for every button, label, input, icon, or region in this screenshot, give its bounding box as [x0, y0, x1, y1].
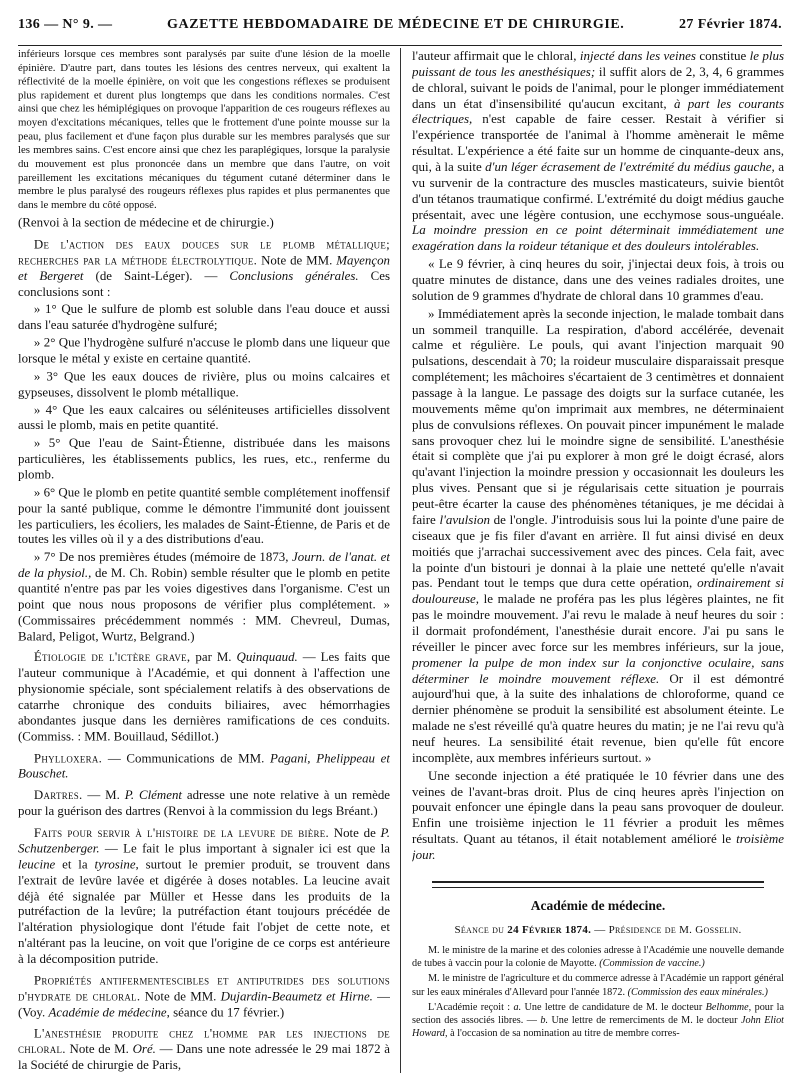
observation-paragraph: » Immédiatement après la seconde injection, le malade tombait dans un sommeil tranquille. La respiration, d'abord accélérée, devenait calme et régulière. Le pouls, qui avant l'injection marquait 90 pulsations, descendait à 70; la roideur musculaire disparaissait presque complétement; les mâchoires s'écartaient de 3 centimètres et donnaient passage à la langue. Le passage des doigts sur la surface cutanée, les mouvements même qu'on imprimait aux membres, ne déterminaient plus de convulsions réflexes. On pouvait pincer impunément le malade sans provoquer chez lui le moindre signe de sensibilité. L'anesthésie était si complète que j'ai pu explorer à mon gré le doigt écrasé, alors qu'avant l'injection la moindre pression y occasionnait les douleurs les plus vives. Pensant que si je régularisais cette situation je pourrais peut-être écarter la cause des phénomènes tétaniques, je me décidai à faire l'avulsion de l'ongle. J'introduisis sous lui la pointe d'une paire de ciseaux que je fis filer d'avant en arrière. Il fut ainsi divisé en deux moitiés que j'arrachai successivement avec des pinces. Cela fait, avec la pointe d'un bistouri je donnai à la plaie une netteté qu'elle n'avait pas. Pendant tout le temps que dura cette opération, ordinairement si douloureuse, le malade ne proféra pas les plus légères plaintes, ne fit pas le moindre mouvement. J'ai revu le malade à neuf heures du soir : il dormait profondément, l'anesthésie durait encore. J'ai pu sans le réveiller le pincer avec force sur les membres inférieurs, sur la joue, promener la pulpe de mon index sur la conjonctive oculaire, sans déterminer le moindre mouvement réflexe. Or il est démontré aujourd'hui que, à la suite des inhalations de chloroforme, quand ce dernier phénomène se produit la sensibilité est absolument éteinte. Le malade ne s'est réveillé qu'à quatre heures du matin; je ne l'ai revu qu'à neuf heures. La sensibilité était revenue, bien qu'elle fût encore incomplète, aux membres inférieurs surtout. » [412, 305, 784, 765]
conclusion-4: » 4° Que les eaux calcaires ou séléniteuses artificielles dissolvent aussi le plomb, mais en petite quantité. [18, 401, 390, 433]
phylloxera-paragraph: Phylloxera. — Communications de MM. Pagani, Phelippeau et Bouschet. [18, 750, 390, 781]
ictere-paragraph: Étiologie de l'ictère grave, par M. Quinquaud. — Les faits que l'auteur communique à l'Académie, et qui donnent à l'affection une physionomie spéciale, sont spécialement relatifs à des observations de catarrhe chronique des conduits biliaires, avec hémorrhagies abondantes jusque dans les dernières ramifications de ces conduits. (Commiss. : MM. Bouillaud, Sédillot.) [18, 649, 390, 744]
injection-paragraph: « Le 9 février, à cinq heures du soir, j'injectai deux fois, à trois ou quatre minutes de distance, dans une des veines radiales droites, une solution de 9 grammes d'hydrate de chloral dans 10 grammes d'eau. [412, 256, 784, 303]
page-header [18, 5, 782, 46]
conclusion-2: » 2° Que l'hydrogène sulfuré n'accuse le plomb dans une liqueur que lorsque le métal y existe en certaine quantité. [18, 334, 390, 366]
eaux-heading: De l'action des eaux douces sur le plomb métallique; recherches par la méthode électrolytique. Note de MM. Mayençon et Bergeret (de Saint-Léger). — Conclusions générales. Ces conclusions sont : [18, 236, 390, 299]
academie-heading: Académie de médecine. [530, 897, 666, 913]
left-column [18, 48, 390, 1073]
session-line: Séance du 24 Février 1874. — Présidence de M. Gosselin. [454, 923, 742, 936]
column-divider [400, 48, 401, 1073]
conclusion-6: » 6° Que le plomb en petite quantité semble complétement inoffensif pour la santé publique, comme le démontre l'immunité dont jouissent les particuliers, les écoliers, les malades de Saint-Étienne, de Paris et de toutes les villes où il y a des distributions d'eau. [18, 484, 390, 547]
intro-paragraph: inférieurs lorsque ces membres sont paralysés par suite d'une lésion de la moelle épinière. D'autre part, dans toutes les lésions des centres nerveux, qui exaltent la réflectivité de la moelle épinière, on voit que les congestions réflexes se produisent plus rapidement et durent plus longtemps que dans les conditions normales. C'est ainsi que chez les hémiplégiques on provoque l'apparition de ces rougeurs réflexes au moyen d'excitations mécaniques, telles que le frottement d'une pointe mousse sur la peau, plus facilement et d'une façon plus durable sur les membres paralysés que sur les membres sains. C'est encore ainsi que chez les paraplégiques, lorsque la paralysie du mouvement est plus prononcée dans un membre que dans l'autre, on voit pareillement les excitations mécaniques du tégument cutané déterminer dans le membre le plus paralysé des rougeurs réflexes plus rapides et plus permanentes que dans le membre du côté opposé. [18, 48, 390, 212]
issue-date: 27 Février 1874. [679, 17, 782, 32]
proprietes-paragraph: Propriétés antifermentescibles et antiputrides des solutions d'hydrate de chloral. Note de MM. Dujardin-Beaumetz et Hirne. — (Voy. Académie de médecine, séance du 17 février.) [18, 972, 390, 1019]
page-number-issue: 136 — N° 9. — [18, 17, 113, 32]
dartres-paragraph: Dartres. — M. P. Clément adresse une note relative à un remède pour la guérison des dartres (Renvoi à la commission du legs Bréant.) [18, 787, 390, 819]
conclusion-3: » 3° Que les eaux douces de rivière, plus ou moins calcaires et gypseuses, dissolvent le plomb métallique. [18, 368, 390, 399]
eaux-authors: Mayençon et Bergeret [18, 252, 390, 283]
academie-note-3: L'Académie reçoit : a. Une lettre de candidature de M. le docteur Belhomme, pour la section des associés libres. — b. Une lettre de remerciments de M. le docteur John Eliot Howard, à l'occasion de sa nomination au titre de membre corres- [412, 1001, 784, 1040]
academie-note-1: M. le ministre de la marine et des colonies adresse à l'Académie une nouvelle demande de tubes à vaccin pour la colonie de Mayotte. (Commission de vaccine.) [412, 944, 784, 970]
second-injection-paragraph: Une seconde injection a été pratiquée le 10 février dans une des veines de l'avant-bras droit. Plus de cinq heures après l'injection on pouvait enfoncer une épingle dans la peau sans provoquer de douleur. Enfin une troisième injection le 11 février a produit les mêmes résultats. Quant au tétanos, il était notablement amélioré le troisième jour. [412, 767, 784, 862]
chloral-paragraph: l'auteur affirmait que le chloral, injecté dans les veines constitue le plus puissant de tous les anesthésiques; il suffit alors de 2, 3, 4, 6 grammes de chloral, suivant le poids de l'animal, pour le plonger immédiatement dans un état d'insensibilité qu'aucun excitant, à part les courants électriques, n'est capable de faire cesser. Restait à vérifier si l'expérience transportée de l'animal à l'homme amènerait le même résultat. L'expérience a été faite sur un homme de cinquante-deux ans, qui, à la suite d'un léger écrasement de l'extrémité du médius gauche, a vu survenir de la contracture des muscles masticateurs, suivie bientôt d'un tétanos traumatique confirmé. L'extrémité du doigt médius gauche présentait, avec une légère contusion, une ecchymose sous-unguéale. La moindre pression en ce point déterminait immédiatement une exagération dans la roideur tétanique et des douleurs intolérables. [412, 48, 784, 254]
right-column [412, 48, 784, 1073]
section-rule-thin [432, 887, 764, 888]
conclusion-7: » 7° De nos premières études (mémoire de 1873, Journ. de l'anat. et de la physiol., de M. Ch. Robin) semble résulter que le plomb en petite quantité n'entre pas par les voies digestives dans l'organisme. C'est un point que nous nous proposons de vérifier plus complétement. » (Commissaires précédemment nommés : MM. Chevreul, Dumas, Balard, Peligot, Wurtz, Belgrand.) [18, 549, 390, 643]
journal-title: GAZETTE HEBDOMADAIRE DE MÉDECINE ET DE CHIRURGIE. [167, 17, 625, 32]
conclusion-1: » 1° Que le sulfure de plomb est soluble dans l'eau douce et aussi dans l'eau saturée d'hydrogène sulfuré; [18, 301, 390, 333]
section-rule [432, 881, 764, 883]
eaux-title: De l'action des eaux douces sur le plomb métallique; recherches par la méthode électrolytique. [18, 236, 390, 268]
anesthesie-paragraph: L'anesthésie produite chez l'homme par les injections de chloral. Note de M. Oré. — Dans une note adressée le 29 mai 1872 à la Société de chirurgie de Paris, [18, 1025, 390, 1073]
academie-note-2: M. le ministre de l'agriculture et du commerce adresse à l'Académie un rapport général sur les eaux minérales d'Allevard pour l'année 1872. (Commission des eaux minérales.) [412, 973, 784, 998]
levure-paragraph: Faits pour servir à l'histoire de la levure de bière. Note de P. Schutzenberger. — Le fait le plus important à signaler ici est que la leucine et la tyrosine, surtout le premier produit, se trouvent dans l'extrait de levûre lavée et digérée à doses notables. La leucine avait déjà été signalée par Müller et Hesse dans les produits de la putréfaction de la levûre; la putréfaction étant toujours précédée de l'altération physiologique dont l'étude fait l'objet de cette note, et n'altérant pas la leucine, on voit que l'origine de ce corps est antérieure à la décomposition putride. [18, 824, 390, 966]
renvoi-note: (Renvoi à la section de médecine et de chirurgie.) [18, 214, 274, 230]
conclusion-5: » 5° Que l'eau de Saint-Étienne, distribuée dans les maisons particulières, les établissements publics, les rues, etc., renferme du plomb. [18, 435, 390, 482]
